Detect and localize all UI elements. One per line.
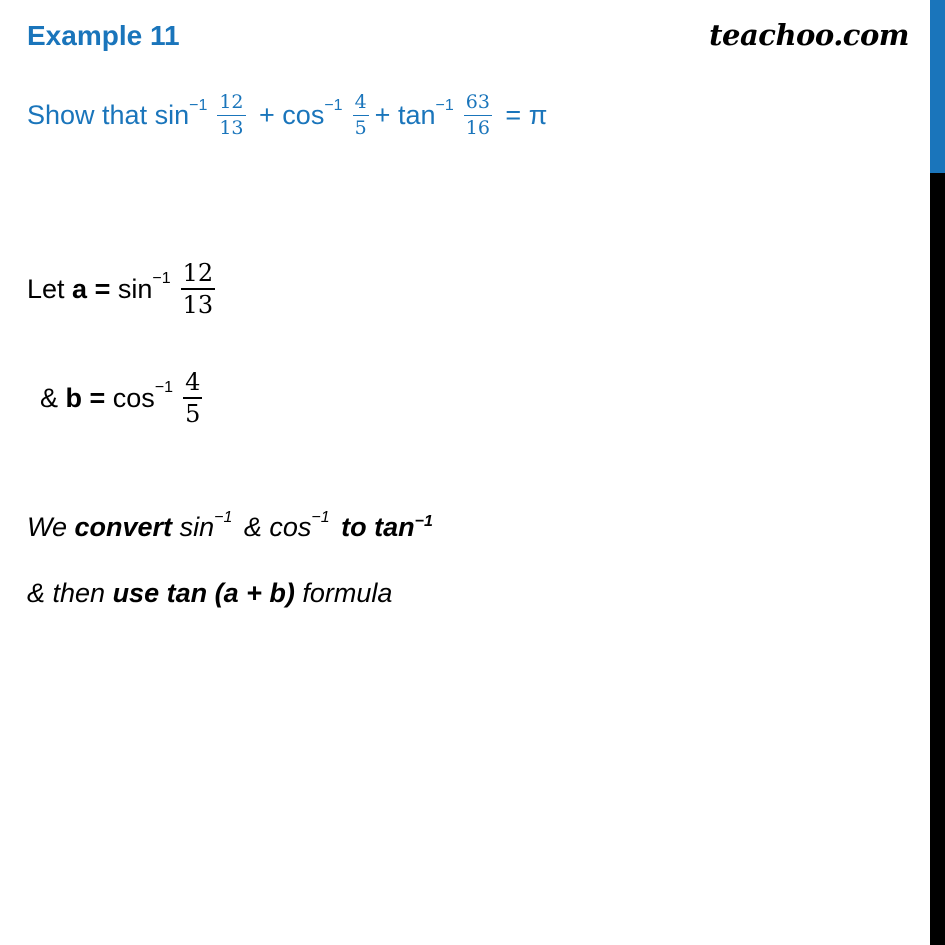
fraction-numerator: 63 — [465, 91, 490, 113]
question-equals-pi: = π — [497, 100, 548, 131]
variable-b: b = — [65, 382, 106, 413]
fraction-numerator: 12 — [182, 259, 214, 287]
let-b-function: cos — [105, 382, 155, 413]
let-a-line — [27, 260, 221, 318]
inverse-superscript: −1 — [311, 508, 330, 526]
inverse-superscript: −1 — [154, 379, 174, 397]
fraction-denominator: 5 — [185, 399, 201, 428]
note-text: & then — [27, 578, 113, 608]
fraction-denominator: 5 — [354, 117, 367, 140]
convert-note — [27, 508, 437, 543]
fraction-numerator: 4 — [354, 91, 367, 113]
question-statement — [27, 92, 547, 139]
fraction-12-13 — [217, 92, 245, 139]
let-b-prefix: & — [40, 382, 66, 413]
variable-a: a = — [72, 273, 111, 304]
fraction-4-5 — [353, 92, 369, 139]
let-a-function: sin — [110, 273, 153, 304]
note-emphasis: to tan — [333, 512, 415, 542]
formula-note — [27, 578, 392, 609]
let-a-prefix: Let — [27, 273, 73, 304]
fraction-denominator: 13 — [219, 117, 244, 140]
let-b-line — [40, 369, 208, 427]
fraction-denominator: 13 — [182, 290, 214, 319]
note-text: We — [27, 512, 75, 542]
question-plus-cos: + cos — [251, 100, 325, 131]
fraction-12-13 — [181, 260, 216, 318]
inverse-superscript: −1 — [189, 96, 208, 114]
page-title: Example 11 — [27, 20, 180, 51]
fraction-denominator: 16 — [465, 117, 490, 140]
note-emphasis: convert — [74, 512, 173, 542]
fraction-63-16 — [464, 92, 492, 139]
note-text: & cos — [236, 512, 312, 542]
inverse-superscript: −1 — [152, 270, 171, 288]
inverse-superscript: −1 — [435, 96, 454, 114]
note-text: formula — [294, 578, 393, 608]
fraction-4-5 — [183, 369, 202, 427]
question-plus-tan: + tan — [374, 100, 436, 131]
note-emphasis: use tan (a + b) — [112, 578, 295, 608]
scrollbar-thumb[interactable] — [930, 0, 945, 173]
fraction-numerator: 12 — [219, 91, 244, 113]
teachoo-logo[interactable]: teachoo.com — [709, 18, 909, 52]
inverse-superscript: −1 — [414, 513, 433, 530]
fraction-numerator: 4 — [185, 368, 201, 396]
note-text: sin — [172, 512, 215, 542]
inverse-superscript: −1 — [214, 508, 233, 526]
inverse-superscript: −1 — [324, 96, 343, 114]
question-prefix: Show that sin — [27, 100, 190, 131]
